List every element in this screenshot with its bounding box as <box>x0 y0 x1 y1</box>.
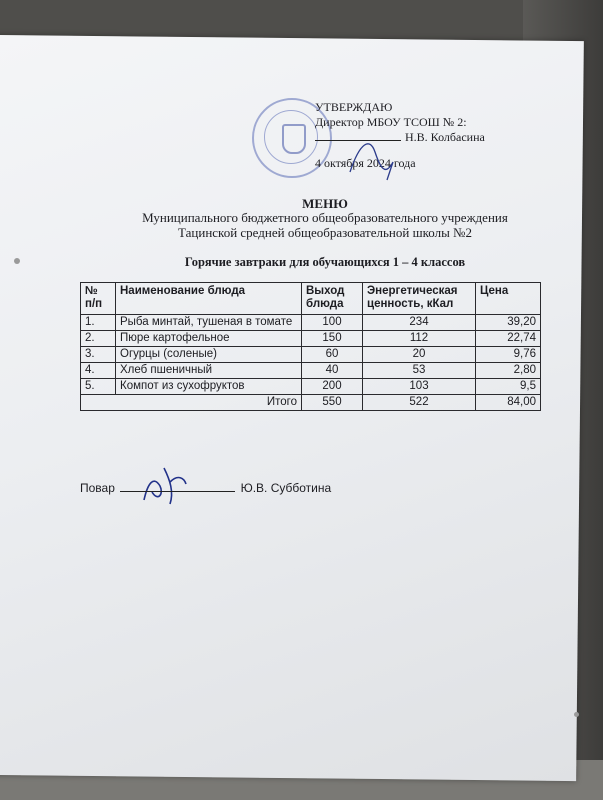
table-row <box>81 331 541 347</box>
dish-price: 9,5 <box>476 379 541 395</box>
header-num: № п/п <box>81 283 116 315</box>
table-row <box>81 315 541 331</box>
dish-output: 200 <box>302 379 363 395</box>
dish-output: 100 <box>302 315 363 331</box>
header-price: Цена <box>476 283 541 315</box>
dish-energy: 53 <box>363 363 476 379</box>
director-name: Н.В. Колбасина <box>405 130 485 144</box>
dish-price: 39,20 <box>476 315 541 331</box>
table-header-row <box>81 283 541 315</box>
dish-output: 60 <box>302 347 363 363</box>
table-row <box>81 379 541 395</box>
signature-line <box>120 491 235 492</box>
total-price: 84,00 <box>476 395 541 411</box>
header-energy: Энергетическая ценность, кКал <box>363 283 476 315</box>
menu-title: МЕНЮ <box>302 196 348 211</box>
punch-hole <box>574 712 579 717</box>
header-output: Выход блюда <box>302 283 363 315</box>
dish-energy: 234 <box>363 315 476 331</box>
total-output: 550 <box>302 395 363 411</box>
cook-name: Ю.В. Субботина <box>240 481 332 495</box>
cook-block <box>80 481 331 495</box>
menu-table <box>80 282 541 411</box>
organization-line-1: Муниципального бюджетного общеобразовательного учреждения <box>142 210 508 225</box>
dish-name: Рыба минтай, тушеная в томате <box>116 315 302 331</box>
menu-subtitle: Горячие завтраки для обучающихся 1 – 4 классов <box>184 255 466 269</box>
coat-of-arms-icon <box>282 124 306 154</box>
dish-name: Пюре картофельное <box>116 331 302 347</box>
row-num: 1. <box>81 315 116 331</box>
director-position: Директор МБОУ ТСОШ № 2: <box>315 115 467 129</box>
row-num: 5. <box>81 379 116 395</box>
cook-label: Повар <box>80 481 115 495</box>
director-signature <box>345 132 405 182</box>
table-row <box>81 363 541 379</box>
dish-price: 22,74 <box>476 331 541 347</box>
dish-name: Хлеб пшеничный <box>116 363 302 379</box>
approval-heading: УТВЕРЖДАЮ <box>315 100 393 114</box>
dish-energy: 20 <box>363 347 476 363</box>
row-num: 4. <box>81 363 116 379</box>
dish-energy: 112 <box>363 331 476 347</box>
organization-line-2: Тацинской средней общеобразовательной школы №2 <box>178 225 472 240</box>
table-total-row <box>81 395 541 411</box>
table-row <box>81 347 541 363</box>
total-label: Итого <box>81 395 302 411</box>
row-num: 3. <box>81 347 116 363</box>
dish-price: 9,76 <box>476 347 541 363</box>
dish-price: 2,80 <box>476 363 541 379</box>
dish-energy: 103 <box>363 379 476 395</box>
dish-name: Огурцы (соленые) <box>116 347 302 363</box>
approval-date: 4 октября 2024 года <box>315 156 416 170</box>
dish-output: 150 <box>302 331 363 347</box>
dish-output: 40 <box>302 363 363 379</box>
punch-hole <box>14 258 20 264</box>
row-num: 2. <box>81 331 116 347</box>
header-name: Наименование блюда <box>116 283 302 315</box>
dish-name: Компот из сухофруктов <box>116 379 302 395</box>
total-energy: 522 <box>363 395 476 411</box>
